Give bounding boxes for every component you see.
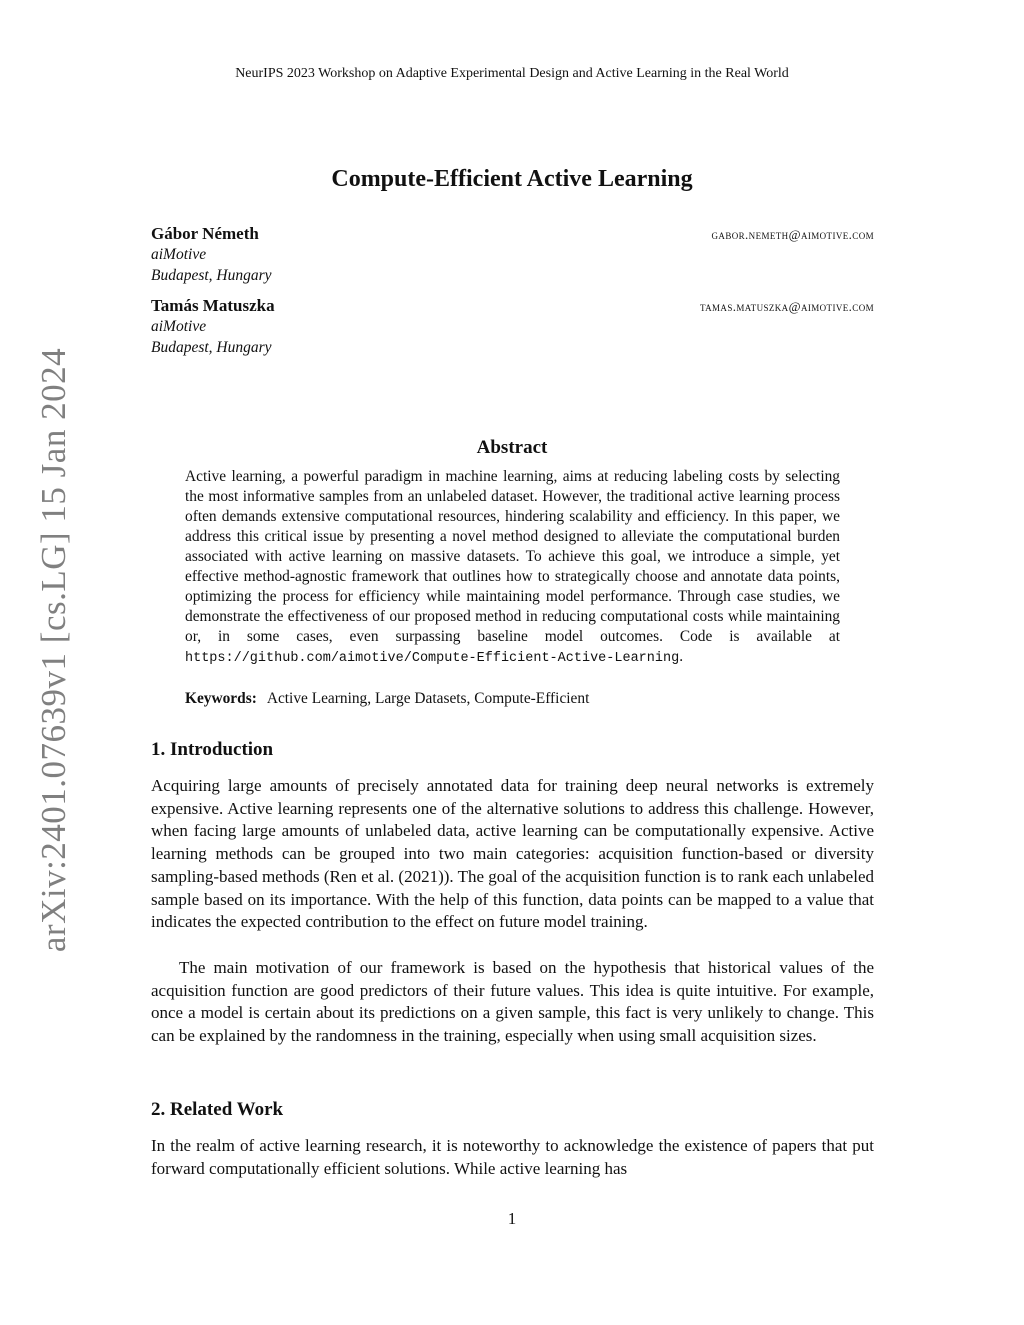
arxiv-identifier-stamp: arXiv:2401.07639v1 [cs.LG] 15 Jan 2024 (34, 347, 73, 953)
author-location: Budapest, Hungary (151, 267, 272, 284)
author-email: gabor.nemeth@aimotive.com (711, 227, 874, 242)
venue-header: NeurIPS 2023 Workshop on Adaptive Experimental Design and Active Learning in the Real World (235, 66, 789, 81)
code-link[interactable]: https://github.com/aimotive/Compute-Efficient-Active-Learning (185, 651, 680, 666)
paragraph: The main motivation of our framework is based on the hypothesis that historical values of the acquisition function are good predictors of their future values. This idea is quite intuitive. For example, once a model is certain about its predictions on a given sample, this fact is very unlikely to change. This can be explained by the randomness in the training, especially when using small acquisition sizes. (151, 958, 874, 1046)
author-name: Gábor Németh (151, 224, 259, 243)
author-name: Tamás Matuszka (151, 296, 275, 315)
section-heading-introduction: 1. Introduction (151, 739, 274, 760)
abstract-text: Active learning, a powerful paradigm in machine learning, aims at reducing labeling costs by selecting the most informative samples from an unlabeled dataset. However, the traditional active learning process often demands extensive computational resources, hindering scalability and efficiency. In this paper, we address this critical issue by presenting a novel method designed to alleviate the computational burden associated with active learning on massive datasets. To achieve this goal, we introduce a simple, yet effective method-agnostic framework that outlines how to strategically choose and annotate data points, optimizing the process for efficiency while maintaining model performance. Through case studies, we demonstrate the effectiveness of our proposed method in reducing computational costs while maintaining or, in some cases, even surpassing baseline model outcomes. Code is available at (185, 468, 840, 645)
section-heading-related-work: 2. Related Work (151, 1099, 284, 1120)
abstract-end-punct: . (679, 648, 684, 665)
author-location: Budapest, Hungary (151, 339, 272, 356)
paragraph: Acquiring large amounts of precisely annotated data for training deep neural networks is extremely expensive. Active learning represents one of the alternative solutions to address this challenge. However, when facing large amounts of unlabeled data, active learning can be computationally expensive. Active learning methods can be grouped into two main categories: acquisition function-based or diversity sampling-based methods (Ren et al. (2021)). The goal of the acquisition function is to rank each unlabeled sample based on its importance. With the help of this function, data points can be mapped to a value that indicates the expected contribution to the effect on future model training. (151, 776, 874, 932)
keywords-label: Keywords: (185, 690, 257, 707)
author-affiliation: aiMotive (151, 246, 207, 263)
paragraph: In the realm of active learning research, it is noteworthy to acknowledge the existence of papers that put forward computationally efficient solutions. While active learning has (151, 1136, 874, 1178)
author-name-row (151, 296, 874, 316)
page-number: 1 (507, 1209, 517, 1228)
keywords (185, 689, 840, 709)
abstract-body (185, 467, 840, 669)
author-block (151, 224, 874, 286)
abstract-heading: Abstract (476, 437, 548, 458)
author-affiliation: aiMotive (151, 318, 207, 335)
paper-title: Compute-Efficient Active Learning (331, 166, 693, 192)
author-block (151, 296, 874, 358)
author-name-row (151, 224, 874, 244)
author-email: tamas.matuszka@aimotive.com (699, 299, 874, 314)
keywords-value: Active Learning, Large Datasets, Compute-Efficient (266, 690, 590, 707)
